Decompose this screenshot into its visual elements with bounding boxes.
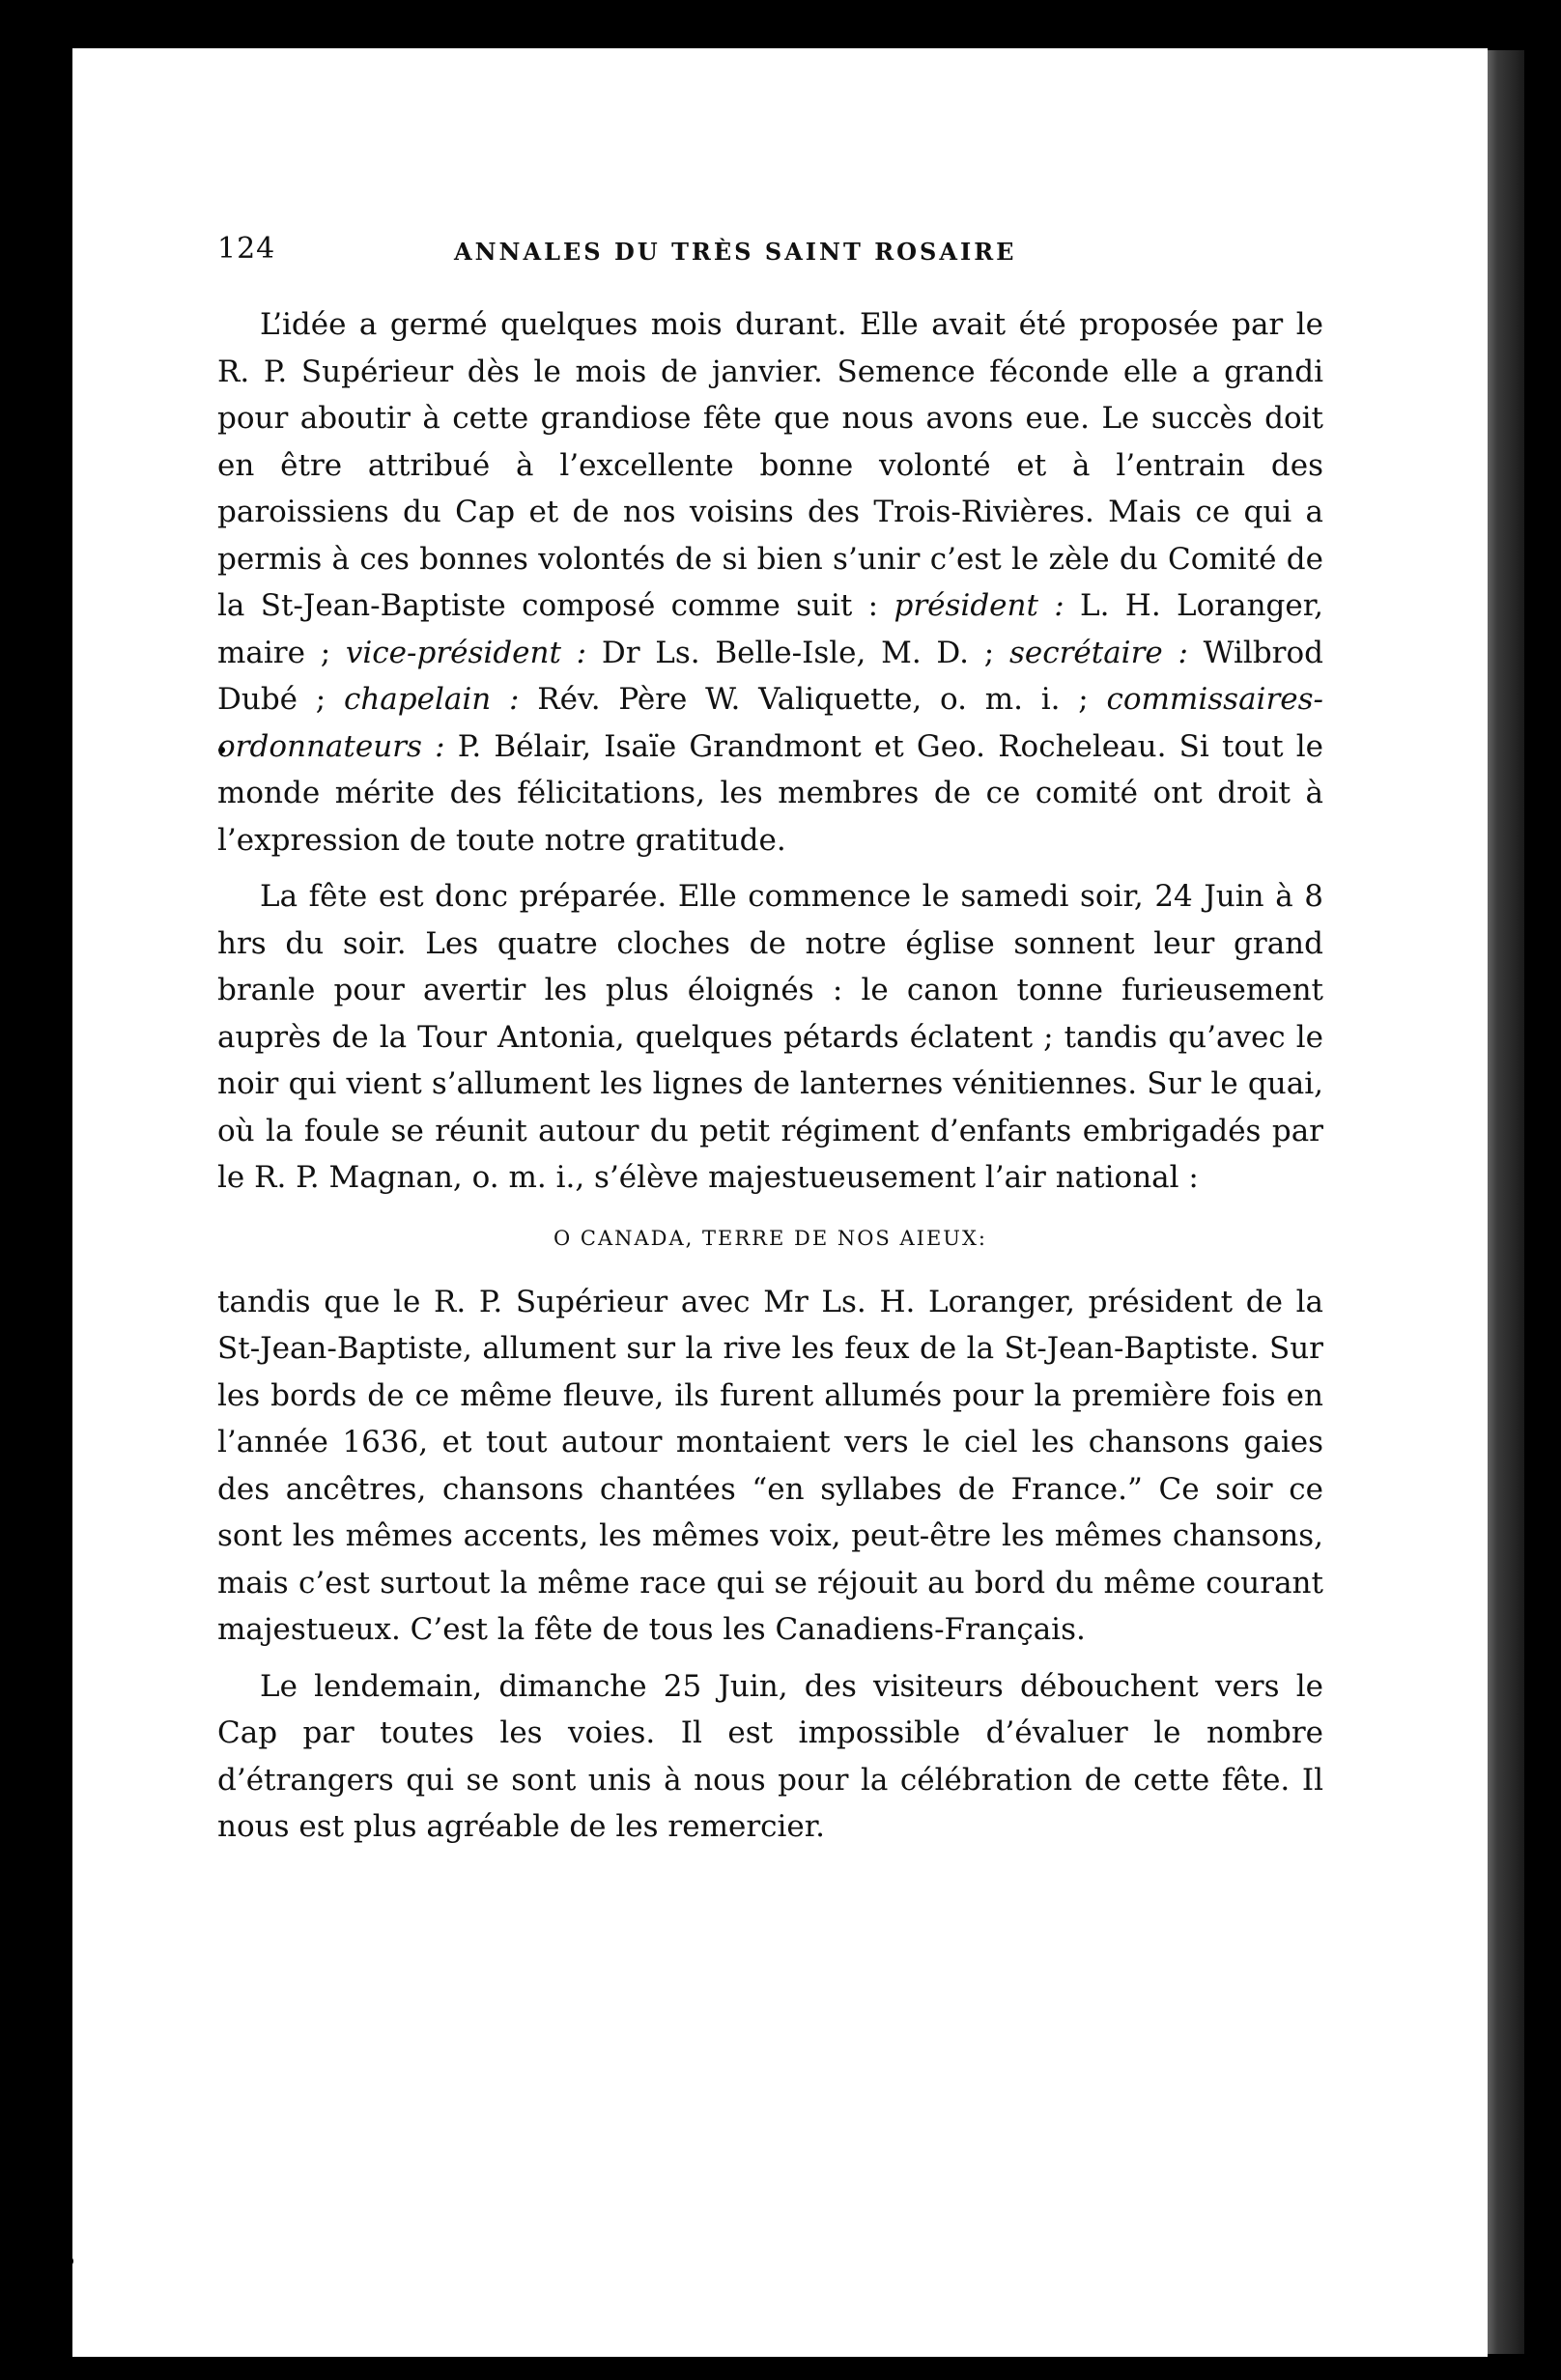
paragraph-1-text-a: L’idée a germé quelques mois durant. Elle avait été proposée par le R. P. Supérieur dès le mois de janvier. Semence féconde elle a grandi pour aboutir à cette grandiose fête que nous avons eue. Le succès doit en être attribué à l’excellente bonne volonté et à l’entrain des paroissiens du Cap et de nos voisins des Trois-Rivières. Mais ce qui a permis à ces bonnes volontés de si bien s’unir c’est le zèle du Comité de la St-Jean-Baptiste composé comme suit :: [217, 307, 1323, 623]
paragraph-3: tandis que le R. P. Supérieur avec Mr Ls. H. Loranger, président de la St-Jean-Baptiste, allument sur la rive les feux de la St-Jean-Baptiste. Sur les bords de ce même fleuve, ils furent allumés pour la première fois en l’année 1636, et tout autour montaient vers le ciel les chansons gaies des ancêtres, chansons chantées “en syllabes de France.” Ce soir ce sont les mêmes accents, les mêmes voix, peut-être les mêmes chansons, mais c’est surtout la même race qui se réjouit au bord du même courant majestueux. C’est la fête de tous les Canadiens-Français.: [217, 1284, 1323, 1647]
running-header: [217, 232, 1323, 278]
label-vice-president: vice-président :: [345, 635, 587, 670]
paragraph-1-text-e: Rév. Père W. Valiquette, o. m. i. ;: [519, 682, 1089, 717]
paragraph-1-text-b: L. H. Loranger, maire ;: [217, 588, 1323, 670]
scan-speck: [68, 2257, 73, 2265]
page-content: [217, 193, 1323, 1860]
paragraph-1-text-c: Dr Ls. Belle-Isle, M. D. ;: [586, 635, 995, 670]
running-title: ANNALES DU TRÈS SAINT ROSAIRE: [454, 238, 1017, 266]
paragraph-1-text-f: P. Bélair, Isaïe Grandmont et Geo. Rocheleau. Si tout le monde mérite des félicitations, les membres de ce comité ont droit à l’expression de toute notre gratitude.: [217, 728, 1323, 858]
book-spine-edge: [1486, 50, 1524, 2354]
paragraph-1: [217, 301, 1323, 864]
article-body: [217, 301, 1323, 1851]
label-president: président :: [894, 588, 1064, 623]
paragraph-2: La fête est donc préparée. Elle commence le samedi soir, 24 Juin à 8 hrs du soir. Les quatre cloches de notre église sonnent leur grand branle pour avertir les plus éloignés : le canon tonne furieusement auprès de la Tour Antonia, quelques pétards éclatent ; tandis qu’avec le noir qui vient s’allument les lignes de lanternes vénitiennes. Sur le quai, où la foule se réunit autour du petit régiment d’enfants embrigadés par le R. P. Magnan, o. m. i., s’élève majestueusement l’air national :: [217, 879, 1323, 1195]
paragraph-1-text-d: Wilbrod Dubé ;: [217, 635, 1323, 717]
label-secretaire: secrétaire :: [1008, 635, 1188, 670]
paragraph-4: Le lendemain, dimanche 25 Juin, des visiteurs débouchent vers le Cap par toutes les voies. Il est impossible d’évaluer le nombre d’étrangers qui se sont unis à nous pour la célébration de cette fête. Il nous est plus agréable de les remercier.: [217, 1668, 1323, 1844]
label-commissaires: commissaires-ordonnateurs :: [217, 682, 1324, 764]
page-number: 124: [217, 232, 276, 266]
anthem-line: O CANADA, TERRE DE NOS AIEUX:: [553, 1226, 987, 1250]
label-chapelain: chapelain :: [343, 682, 520, 717]
